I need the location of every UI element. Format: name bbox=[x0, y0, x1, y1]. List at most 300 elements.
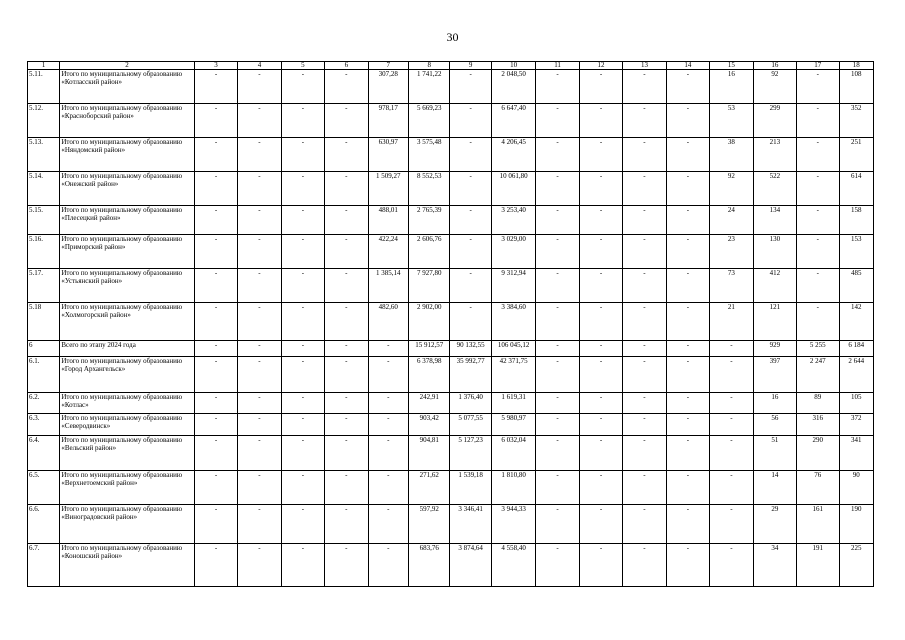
table-row bbox=[28, 341, 874, 357]
table-cell: - bbox=[666, 104, 709, 138]
table-cell: 307,28 bbox=[368, 70, 408, 104]
table-cell: 482,60 bbox=[368, 303, 408, 341]
column-header: 2 bbox=[60, 62, 194, 70]
table-row bbox=[28, 471, 874, 505]
table-cell: 24 bbox=[710, 206, 753, 235]
table-cell: - bbox=[623, 505, 666, 544]
table-cell: - bbox=[450, 235, 491, 269]
table-cell: - bbox=[623, 172, 666, 206]
table-cell: - bbox=[238, 235, 281, 269]
table-cell: 34 bbox=[753, 544, 796, 587]
row-index: 6.6. bbox=[28, 505, 60, 544]
table-cell: - bbox=[450, 303, 491, 341]
column-header: 15 bbox=[710, 62, 753, 70]
table-cell: - bbox=[450, 206, 491, 235]
table-row bbox=[28, 70, 874, 104]
table-cell: - bbox=[238, 138, 281, 172]
table-cell: - bbox=[450, 172, 491, 206]
column-header: 1 bbox=[28, 62, 60, 70]
table-cell: - bbox=[536, 206, 579, 235]
table-row bbox=[28, 138, 874, 172]
table-cell: - bbox=[666, 414, 709, 436]
table-cell: - bbox=[579, 269, 622, 303]
table-row bbox=[28, 303, 874, 341]
table-cell: - bbox=[666, 341, 709, 357]
row-name: Итого по муниципальному образованию «Виноградовский район» bbox=[60, 505, 194, 544]
column-header: 18 bbox=[839, 62, 874, 70]
table-cell: 161 bbox=[797, 505, 839, 544]
table-cell: 21 bbox=[710, 303, 753, 341]
table-cell: - bbox=[281, 544, 324, 587]
table-cell: 92 bbox=[753, 70, 796, 104]
table-cell: 2 644 bbox=[839, 357, 874, 393]
table-cell: 290 bbox=[797, 436, 839, 471]
table-cell: - bbox=[797, 104, 839, 138]
table-cell: - bbox=[797, 172, 839, 206]
table-cell: 683,76 bbox=[409, 544, 450, 587]
row-index: 6.4. bbox=[28, 436, 60, 471]
table-cell: 16 bbox=[753, 393, 796, 414]
table-cell: - bbox=[281, 269, 324, 303]
table-cell: - bbox=[194, 505, 237, 544]
table-cell: - bbox=[536, 436, 579, 471]
table-cell: 485 bbox=[839, 269, 874, 303]
table-cell: 1 385,14 bbox=[368, 269, 408, 303]
table-cell: 6 032,04 bbox=[491, 436, 535, 471]
table-cell: 73 bbox=[710, 269, 753, 303]
column-header-row bbox=[28, 62, 874, 70]
table-cell: - bbox=[194, 544, 237, 587]
table-cell: - bbox=[325, 505, 368, 544]
table-cell: 3 029,00 bbox=[491, 235, 535, 269]
table-cell: 1 539,18 bbox=[450, 471, 491, 505]
table-cell: - bbox=[238, 172, 281, 206]
table-cell: 8 552,53 bbox=[409, 172, 450, 206]
table-cell: 213 bbox=[753, 138, 796, 172]
table-cell: 614 bbox=[839, 172, 874, 206]
row-name: Итого по муниципальному образованию «Устьянский район» bbox=[60, 269, 194, 303]
table-row bbox=[28, 544, 874, 587]
table-cell: 2 902,00 bbox=[409, 303, 450, 341]
table-cell: - bbox=[536, 393, 579, 414]
table-cell: 397 bbox=[753, 357, 796, 393]
table-cell: - bbox=[325, 138, 368, 172]
table-cell: 9 312,94 bbox=[491, 269, 535, 303]
table-cell: 89 bbox=[797, 393, 839, 414]
table-cell: - bbox=[579, 172, 622, 206]
table-cell: - bbox=[194, 269, 237, 303]
table-cell: - bbox=[710, 357, 753, 393]
table-cell: 153 bbox=[839, 235, 874, 269]
table-cell: - bbox=[710, 505, 753, 544]
table-cell: - bbox=[194, 172, 237, 206]
table-row bbox=[28, 414, 874, 436]
table-cell: - bbox=[368, 505, 408, 544]
table-row bbox=[28, 172, 874, 206]
table-cell: - bbox=[623, 471, 666, 505]
table-cell: - bbox=[666, 235, 709, 269]
table-cell: - bbox=[623, 436, 666, 471]
table-cell: - bbox=[368, 471, 408, 505]
table-cell: - bbox=[368, 544, 408, 587]
table-cell: - bbox=[623, 341, 666, 357]
row-name: Итого по муниципальному образованию «Красноборский район» bbox=[60, 104, 194, 138]
row-index: 5.18 bbox=[28, 303, 60, 341]
column-header: 7 bbox=[368, 62, 408, 70]
table-cell: - bbox=[238, 393, 281, 414]
column-header: 8 bbox=[409, 62, 450, 70]
table-cell: - bbox=[281, 414, 324, 436]
table-cell: 108 bbox=[839, 70, 874, 104]
table-cell: - bbox=[710, 544, 753, 587]
table-row bbox=[28, 235, 874, 269]
table-cell: - bbox=[368, 393, 408, 414]
table-cell: - bbox=[536, 104, 579, 138]
table-cell: - bbox=[325, 269, 368, 303]
table-cell: 56 bbox=[753, 414, 796, 436]
column-header: 3 bbox=[194, 62, 237, 70]
table-cell: - bbox=[623, 70, 666, 104]
table-cell: 251 bbox=[839, 138, 874, 172]
table-cell: 105 bbox=[839, 393, 874, 414]
table-cell: 1 741,22 bbox=[409, 70, 450, 104]
table-cell: 6 647,40 bbox=[491, 104, 535, 138]
table-cell: - bbox=[666, 138, 709, 172]
table-cell: - bbox=[579, 138, 622, 172]
table-cell: - bbox=[281, 172, 324, 206]
table-cell: 225 bbox=[839, 544, 874, 587]
table-cell: - bbox=[238, 471, 281, 505]
table-cell: - bbox=[194, 303, 237, 341]
table-cell: - bbox=[325, 393, 368, 414]
table-cell: 522 bbox=[753, 172, 796, 206]
table-cell: 242,91 bbox=[409, 393, 450, 414]
table-cell: - bbox=[194, 414, 237, 436]
table-cell: - bbox=[536, 269, 579, 303]
table-cell: - bbox=[579, 414, 622, 436]
table-cell: - bbox=[623, 414, 666, 436]
row-index: 5.16. bbox=[28, 235, 60, 269]
table-cell: - bbox=[579, 235, 622, 269]
table-row bbox=[28, 104, 874, 138]
table-cell: - bbox=[536, 414, 579, 436]
table-cell: - bbox=[281, 471, 324, 505]
row-index: 5.15. bbox=[28, 206, 60, 235]
table-cell: 488,01 bbox=[368, 206, 408, 235]
table-cell: 1 376,40 bbox=[450, 393, 491, 414]
table-cell: - bbox=[238, 70, 281, 104]
table-cell: 3 253,40 bbox=[491, 206, 535, 235]
table-cell: 23 bbox=[710, 235, 753, 269]
table-cell: - bbox=[797, 206, 839, 235]
table-cell: 7 927,80 bbox=[409, 269, 450, 303]
table-cell: 299 bbox=[753, 104, 796, 138]
table-cell: - bbox=[238, 505, 281, 544]
table-cell: 630,97 bbox=[368, 138, 408, 172]
column-header: 13 bbox=[623, 62, 666, 70]
table-cell: - bbox=[325, 357, 368, 393]
table-cell: 271,62 bbox=[409, 471, 450, 505]
table-cell: - bbox=[325, 172, 368, 206]
table-cell: 158 bbox=[839, 206, 874, 235]
table-cell: 130 bbox=[753, 235, 796, 269]
table-cell: 1 810,80 bbox=[491, 471, 535, 505]
column-header: 5 bbox=[281, 62, 324, 70]
table-cell: - bbox=[623, 357, 666, 393]
table-cell: 372 bbox=[839, 414, 874, 436]
table-cell: - bbox=[579, 104, 622, 138]
table-cell: - bbox=[194, 471, 237, 505]
row-name: Итого по муниципальному образованию «Плесецкий район» bbox=[60, 206, 194, 235]
table-cell: - bbox=[238, 436, 281, 471]
table-cell: 191 bbox=[797, 544, 839, 587]
table-cell: - bbox=[450, 269, 491, 303]
data-table bbox=[27, 61, 874, 587]
table-cell: 90 bbox=[839, 471, 874, 505]
table-cell: - bbox=[666, 206, 709, 235]
table-cell: - bbox=[368, 357, 408, 393]
table-cell: 978,17 bbox=[368, 104, 408, 138]
row-name: Всего по этапу 2024 года bbox=[60, 341, 194, 357]
column-header: 9 bbox=[450, 62, 491, 70]
table-cell: 16 bbox=[710, 70, 753, 104]
column-header: 14 bbox=[666, 62, 709, 70]
column-header: 11 bbox=[536, 62, 579, 70]
column-header: 6 bbox=[325, 62, 368, 70]
table-cell: - bbox=[368, 436, 408, 471]
column-header: 17 bbox=[797, 62, 839, 70]
row-index: 6.3. bbox=[28, 414, 60, 436]
row-name: Итого по муниципальному образованию «Онежский район» bbox=[60, 172, 194, 206]
table-cell: - bbox=[710, 393, 753, 414]
row-name: Итого по муниципальному образованию «Няндомский район» bbox=[60, 138, 194, 172]
table-cell: - bbox=[666, 357, 709, 393]
table-cell: - bbox=[579, 436, 622, 471]
table-cell: - bbox=[710, 414, 753, 436]
table-cell: - bbox=[325, 544, 368, 587]
table-cell: 15 912,57 bbox=[409, 341, 450, 357]
row-name: Итого по муниципальному образованию «Котлас» bbox=[60, 393, 194, 414]
table-cell: - bbox=[579, 505, 622, 544]
table-cell: 106 045,12 bbox=[491, 341, 535, 357]
table-cell: 2 048,50 bbox=[491, 70, 535, 104]
table-cell: - bbox=[536, 505, 579, 544]
row-name: Итого по муниципальному образованию «Коношский район» bbox=[60, 544, 194, 587]
table-cell: - bbox=[666, 70, 709, 104]
table-cell: - bbox=[666, 393, 709, 414]
table-cell: - bbox=[666, 303, 709, 341]
table-cell: 3 384,60 bbox=[491, 303, 535, 341]
table-cell: 422,24 bbox=[368, 235, 408, 269]
table-cell: 3 575,48 bbox=[409, 138, 450, 172]
table-cell: 5 669,23 bbox=[409, 104, 450, 138]
table-cell: - bbox=[325, 341, 368, 357]
table-cell: - bbox=[536, 471, 579, 505]
table-cell: 4 206,45 bbox=[491, 138, 535, 172]
table-cell: - bbox=[579, 341, 622, 357]
table-cell: - bbox=[536, 138, 579, 172]
table-cell: - bbox=[238, 104, 281, 138]
table-cell: - bbox=[238, 206, 281, 235]
table-cell: 3 874,64 bbox=[450, 544, 491, 587]
table-row bbox=[28, 505, 874, 544]
table-cell: 2 765,39 bbox=[409, 206, 450, 235]
table-cell: 42 371,75 bbox=[491, 357, 535, 393]
row-index: 6.2. bbox=[28, 393, 60, 414]
row-name: Итого по муниципальному образованию «Верхнетоемский район» bbox=[60, 471, 194, 505]
table-cell: - bbox=[536, 357, 579, 393]
table-cell: 412 bbox=[753, 269, 796, 303]
table-cell: - bbox=[281, 70, 324, 104]
table-cell: - bbox=[450, 138, 491, 172]
table-cell: - bbox=[579, 70, 622, 104]
table-cell: - bbox=[281, 393, 324, 414]
table-cell: 1 619,31 bbox=[491, 393, 535, 414]
table-cell: - bbox=[238, 269, 281, 303]
column-header: 4 bbox=[238, 62, 281, 70]
row-index: 6 bbox=[28, 341, 60, 357]
table-cell: - bbox=[536, 303, 579, 341]
table-row bbox=[28, 436, 874, 471]
table-cell: 3 944,33 bbox=[491, 505, 535, 544]
table-cell: - bbox=[797, 303, 839, 341]
table-cell: 2 247 bbox=[797, 357, 839, 393]
table-cell: - bbox=[579, 544, 622, 587]
table-cell: 53 bbox=[710, 104, 753, 138]
table-cell: - bbox=[238, 544, 281, 587]
table-cell: 597,92 bbox=[409, 505, 450, 544]
table-cell: - bbox=[194, 138, 237, 172]
table-cell: - bbox=[623, 138, 666, 172]
table-row bbox=[28, 357, 874, 393]
table-cell: - bbox=[281, 436, 324, 471]
table-cell: 142 bbox=[839, 303, 874, 341]
table-cell: 5 077,55 bbox=[450, 414, 491, 436]
table-cell: - bbox=[281, 341, 324, 357]
table-cell: - bbox=[797, 70, 839, 104]
table-cell: - bbox=[666, 172, 709, 206]
table-cell: - bbox=[666, 544, 709, 587]
table-cell: - bbox=[325, 104, 368, 138]
table-cell: 3 346,41 bbox=[450, 505, 491, 544]
table-cell: 6 184 bbox=[839, 341, 874, 357]
row-name: Итого по муниципальному образованию «Северодвинск» bbox=[60, 414, 194, 436]
table-cell: 10 061,80 bbox=[491, 172, 535, 206]
table-row bbox=[28, 269, 874, 303]
row-index: 5.14. bbox=[28, 172, 60, 206]
table-cell: - bbox=[666, 505, 709, 544]
table-cell: - bbox=[281, 138, 324, 172]
table-cell: - bbox=[536, 172, 579, 206]
column-header: 16 bbox=[753, 62, 796, 70]
table-cell: 903,42 bbox=[409, 414, 450, 436]
table-cell: 6 378,98 bbox=[409, 357, 450, 393]
table-cell: - bbox=[325, 303, 368, 341]
table-cell: 29 bbox=[753, 505, 796, 544]
table-cell: - bbox=[281, 206, 324, 235]
table-cell: 190 bbox=[839, 505, 874, 544]
table-cell: - bbox=[238, 414, 281, 436]
table-cell: - bbox=[238, 341, 281, 357]
table-cell: 76 bbox=[797, 471, 839, 505]
table-cell: - bbox=[710, 341, 753, 357]
row-name: Итого по муниципальному образованию «Холмогорский район» bbox=[60, 303, 194, 341]
table-cell: - bbox=[666, 269, 709, 303]
table-cell: - bbox=[623, 206, 666, 235]
row-index: 5.13. bbox=[28, 138, 60, 172]
row-index: 5.17. bbox=[28, 269, 60, 303]
table-cell: - bbox=[797, 269, 839, 303]
table-cell: - bbox=[579, 303, 622, 341]
table-cell: - bbox=[325, 414, 368, 436]
table-cell: - bbox=[194, 357, 237, 393]
table-cell: - bbox=[666, 471, 709, 505]
table-cell: - bbox=[194, 393, 237, 414]
row-name: Итого по муниципальному образованию «Город Архангельск» bbox=[60, 357, 194, 393]
table-row bbox=[28, 393, 874, 414]
table-cell: - bbox=[194, 341, 237, 357]
table-cell: 2 606,76 bbox=[409, 235, 450, 269]
row-index: 6.7. bbox=[28, 544, 60, 587]
table-cell: 929 bbox=[753, 341, 796, 357]
table-cell: - bbox=[666, 436, 709, 471]
table-cell: - bbox=[325, 235, 368, 269]
row-index: 5.12. bbox=[28, 104, 60, 138]
table-cell: - bbox=[710, 436, 753, 471]
table-cell: 35 992,77 bbox=[450, 357, 491, 393]
table-cell: 352 bbox=[839, 104, 874, 138]
table-cell: - bbox=[536, 70, 579, 104]
table-cell: - bbox=[623, 393, 666, 414]
table-cell: 38 bbox=[710, 138, 753, 172]
table-cell: 5 255 bbox=[797, 341, 839, 357]
table-cell: - bbox=[281, 104, 324, 138]
table-cell: - bbox=[450, 104, 491, 138]
table-cell: - bbox=[281, 357, 324, 393]
table-cell: - bbox=[536, 235, 579, 269]
table-cell: - bbox=[623, 269, 666, 303]
table-cell: - bbox=[623, 303, 666, 341]
row-name: Итого по муниципальному образованию «Вельский район» bbox=[60, 436, 194, 471]
table-cell: - bbox=[797, 138, 839, 172]
table-cell: - bbox=[579, 206, 622, 235]
row-index: 6.5. bbox=[28, 471, 60, 505]
table-cell: - bbox=[450, 70, 491, 104]
table-cell: - bbox=[368, 414, 408, 436]
row-index: 5.11. bbox=[28, 70, 60, 104]
table-row bbox=[28, 206, 874, 235]
table-cell: - bbox=[797, 235, 839, 269]
table-cell: - bbox=[579, 471, 622, 505]
table-cell: - bbox=[194, 436, 237, 471]
column-header: 10 bbox=[491, 62, 535, 70]
table-cell: - bbox=[536, 544, 579, 587]
table-cell: - bbox=[579, 393, 622, 414]
table-cell: - bbox=[281, 235, 324, 269]
table-cell: - bbox=[325, 70, 368, 104]
row-index: 6.1. bbox=[28, 357, 60, 393]
table-cell: 121 bbox=[753, 303, 796, 341]
table-cell: 5 127,23 bbox=[450, 436, 491, 471]
table-cell: - bbox=[238, 357, 281, 393]
table-cell: - bbox=[238, 303, 281, 341]
table-cell: - bbox=[368, 341, 408, 357]
table-cell: 4 558,40 bbox=[491, 544, 535, 587]
table-cell: 51 bbox=[753, 436, 796, 471]
table-cell: 904,81 bbox=[409, 436, 450, 471]
row-name: Итого по муниципальному образованию «Котласский район» bbox=[60, 70, 194, 104]
table-cell: 316 bbox=[797, 414, 839, 436]
